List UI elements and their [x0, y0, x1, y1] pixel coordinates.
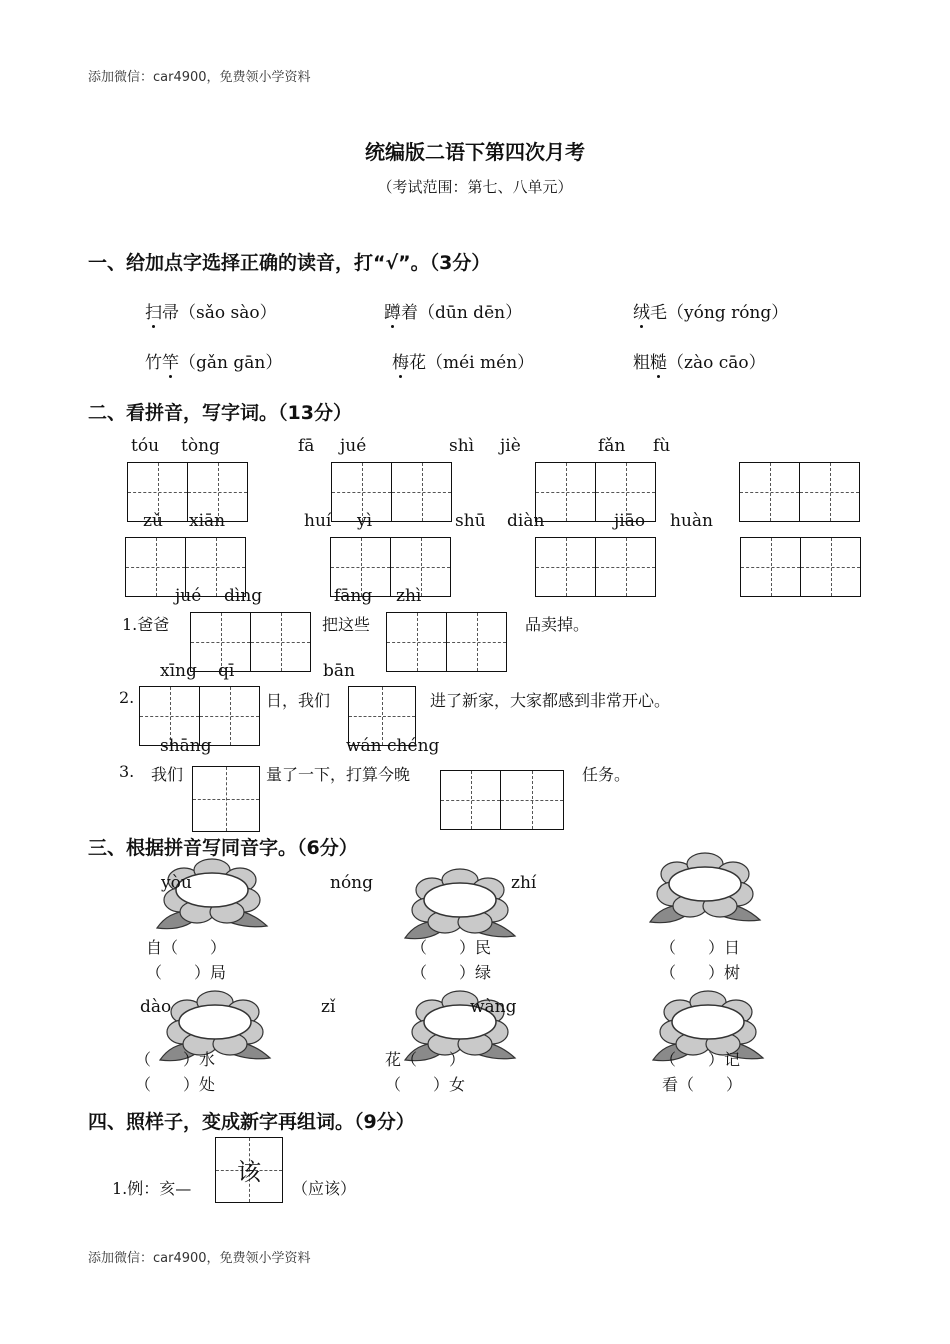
pinyin: zhì [396, 586, 422, 606]
s1-item: 蹲着（dūn dēn） [384, 303, 523, 323]
pinyin: xīng [160, 661, 197, 681]
blank-line[interactable]: （ ）记 [660, 1050, 741, 1069]
pinyin: tòng [181, 436, 220, 456]
s1-item: 扫帚（sǎo sào） [145, 303, 277, 323]
pinyin: zǔ [143, 511, 163, 531]
s1-item: 竹竿（gǎn gān） [145, 353, 283, 373]
flower-icon [645, 852, 765, 932]
s1-item: 绒毛（yóng róng） [633, 303, 789, 323]
blank-line[interactable]: （ ）处 [135, 1075, 216, 1094]
pinyin: shāng [160, 736, 212, 756]
pinyin: shì [449, 436, 475, 456]
example-grid [215, 1137, 282, 1203]
watermark-top: 添加微信：car4900，免费领小学资料 [88, 70, 311, 85]
pinyin: tóu [131, 436, 160, 456]
blank-line[interactable]: 看（ ） [662, 1075, 743, 1094]
flower-icon [152, 858, 272, 938]
example-char: 该 [237, 1158, 261, 1186]
pinyin: dào [140, 997, 172, 1017]
pinyin: huàn [670, 511, 713, 531]
sentence-text: 1.爸爸 [122, 615, 170, 634]
blank-line[interactable]: （ ）水 [135, 1050, 216, 1069]
pinyin: qī [218, 661, 235, 681]
pinyin: fǎn [598, 436, 626, 456]
section-1-heading: 一、给加点字选择正确的读音，打“√”。（3分） [88, 252, 491, 274]
pinyin: dìng [224, 586, 263, 606]
watermark-bottom: 添加微信：car4900，免费领小学资料 [88, 1251, 311, 1266]
sentence-text: 量了一下，打算今晚 [266, 765, 411, 784]
pinyin: wán chéng [346, 736, 440, 756]
s1-item: 粗糙（zào cāo） [633, 353, 766, 373]
blank-line[interactable]: 花（ ） [385, 1050, 466, 1069]
pinyin: jué [340, 436, 367, 456]
pinyin: yì [357, 511, 373, 531]
sentence-text: 日，我们 [266, 691, 331, 710]
example-label: 1.例：亥— [112, 1179, 192, 1198]
blank-line[interactable]: （ ）局 [146, 963, 227, 982]
sentence-text: 进了新家，大家都感到非常开心。 [430, 691, 671, 710]
blank-line[interactable]: （ ）树 [660, 963, 741, 982]
pinyin: jué [175, 586, 202, 606]
sentence-text: 品卖掉。 [525, 615, 590, 634]
page-title: 统编版二语下第四次月考 [365, 140, 585, 164]
pinyin: zhí [511, 873, 537, 893]
s1-item: 梅花（méi mén） [392, 353, 535, 373]
pinyin: fā [298, 436, 315, 456]
sentence-text: 3. [119, 762, 135, 781]
pinyin: zǐ [321, 997, 336, 1017]
answer-grid[interactable] [190, 612, 310, 672]
blank-line[interactable]: （ ）绿 [411, 963, 492, 982]
pinyin: jiāo [614, 511, 646, 531]
pinyin: bān [323, 661, 355, 681]
sentence-text: 任务。 [582, 765, 631, 784]
sentence-text: 我们 [151, 765, 184, 784]
pinyin: diàn [507, 511, 545, 531]
answer-grid[interactable] [740, 537, 860, 597]
pinyin: fù [653, 436, 671, 456]
blank-line[interactable]: 自（ ） [146, 938, 227, 957]
blank-line[interactable]: （ ）日 [660, 938, 741, 957]
pinyin: shū [455, 511, 486, 531]
answer-grid[interactable] [535, 537, 655, 597]
pinyin: jiè [500, 436, 521, 456]
sentence-text: 2. [119, 688, 135, 707]
section-4-heading: 四、照样子，变成新字再组词。（9分） [88, 1111, 415, 1133]
answer-grid[interactable] [331, 462, 451, 522]
answer-grid[interactable] [440, 770, 563, 830]
pinyin: nóng [330, 873, 374, 893]
pinyin: wàng [470, 997, 517, 1017]
page-subtitle: （考试范围：第七、八单元） [377, 178, 573, 196]
example-word: （应该） [292, 1179, 357, 1198]
pinyin: yòu [161, 873, 192, 893]
sentence-text: 把这些 [322, 615, 371, 634]
answer-grid[interactable] [739, 462, 859, 522]
pinyin: xiān [189, 511, 226, 531]
pinyin: fāng [334, 586, 373, 606]
blank-line[interactable]: （ ）女 [385, 1075, 466, 1094]
answer-grid[interactable] [386, 612, 506, 672]
blank-line[interactable]: （ ）民 [411, 938, 492, 957]
section-3-heading: 三、根据拼音写同音字。（6分） [88, 837, 358, 859]
answer-grid[interactable] [192, 766, 259, 832]
pinyin: huí [304, 511, 332, 531]
section-2-heading: 二、看拼音，写字词。（13分） [88, 402, 352, 424]
